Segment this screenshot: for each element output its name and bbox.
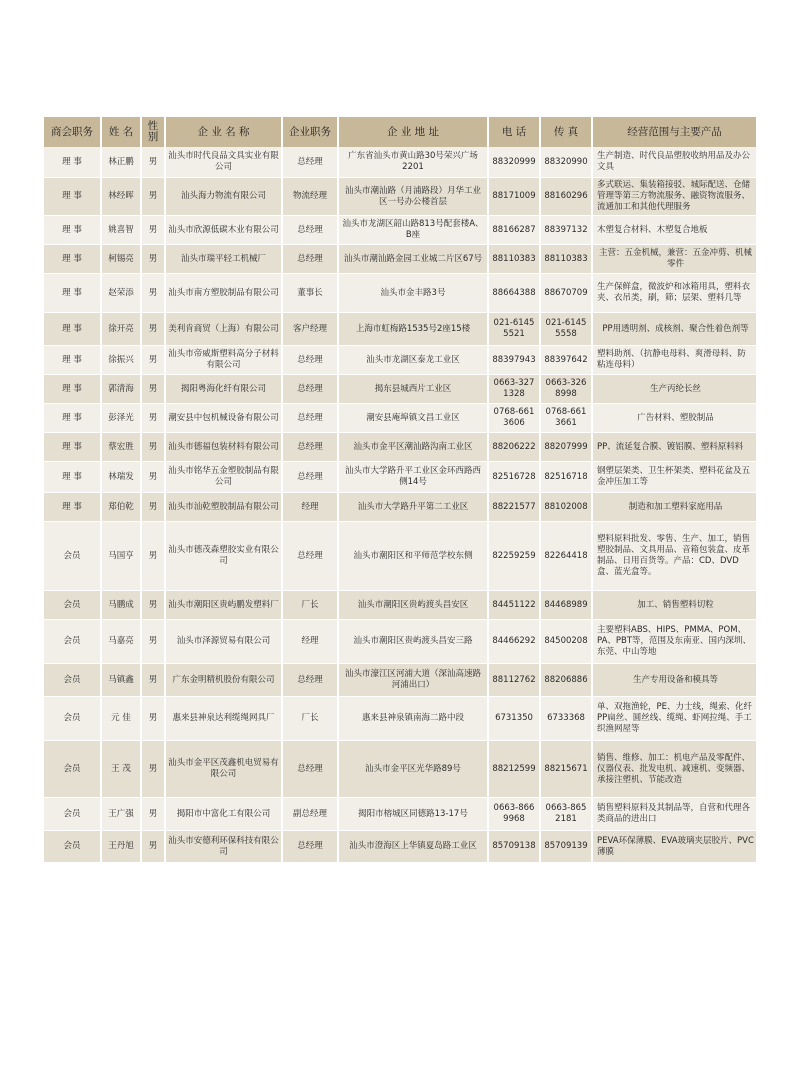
role-cell: 理 事 [44,346,102,375]
position-cell: 总经理 [283,375,339,404]
company-cell: 汕头市泽源贸易有限公司 [166,620,283,664]
gender-cell: 男 [142,620,166,664]
address-cell: 汕头市大学路升平第二工业区 [339,493,489,522]
phone-cell: 88664388 [489,274,541,313]
products-cell: 单、双拖渔轮，PE、力士线，绳索、化纤PP扁丝、圆丝线、缆绳、虾网拉绳、手工织渔网屋等 [593,697,756,741]
address-cell: 揭阳市榕城区同德路13-17号 [339,798,489,831]
name-cell: 柯锡亮 [102,245,142,274]
fax-cell: 85709139 [541,831,593,863]
phone-cell: 88112762 [489,664,541,697]
name-cell: 赵荣添 [102,274,142,313]
table-row [44,493,756,522]
role-cell: 理 事 [44,178,102,216]
phone-cell: 88320999 [489,147,541,178]
header-fax: 传 真 [541,117,593,147]
position-cell: 总经理 [283,245,339,274]
role-cell: 理 事 [44,245,102,274]
phone-cell: 88171009 [489,178,541,216]
name-cell: 林经晖 [102,178,142,216]
gender-cell: 男 [142,313,166,346]
phone-cell: 88206222 [489,433,541,462]
table-row [44,404,756,433]
role-cell: 会员 [44,664,102,697]
position-cell: 总经理 [283,462,339,493]
position-cell: 总经理 [283,831,339,863]
role-cell: 会员 [44,798,102,831]
fax-cell: 0663-3268998 [541,375,593,404]
gender-cell: 男 [142,216,166,245]
gender-cell: 男 [142,274,166,313]
table-row [44,462,756,493]
products-cell: PP用透明剂、成核剂、聚合性着色剂等 [593,313,756,346]
fax-cell: 88215671 [541,741,593,798]
products-cell: 生产保鲜盒，微波炉和冰箱用具，塑料衣夹、衣吊类，刷，筛；层架、塑料几等 [593,274,756,313]
role-cell: 会员 [44,522,102,591]
position-cell: 总经理 [283,741,339,798]
company-cell: 汕头市金平区茂鑫机电贸易有限公司 [166,741,283,798]
address-cell: 汕头市潮汕路（月浦路段）月华工业区一号办公楼首层 [339,178,489,216]
header-row [44,117,756,147]
products-cell: 生产专用设备和模具等 [593,664,756,697]
gender-cell: 男 [142,245,166,274]
company-cell: 汕头市德福包装材料有限公司 [166,433,283,462]
table-row [44,245,756,274]
header-position: 企业职务 [283,117,339,147]
position-cell: 物流经理 [283,178,339,216]
company-cell: 汕头市铭华五金塑胶制品有限公司 [166,462,283,493]
role-cell: 理 事 [44,147,102,178]
table-row [44,375,756,404]
fax-cell: 84500208 [541,620,593,664]
position-cell: 厂长 [283,697,339,741]
company-cell: 汕头市德茂森塑胶实业有限公司 [166,522,283,591]
company-cell: 汕头市欣源低碳木业有限公司 [166,216,283,245]
fax-cell: 84468989 [541,591,593,620]
role-cell: 会员 [44,697,102,741]
position-cell: 厂长 [283,591,339,620]
table-row [44,831,756,863]
products-cell: 塑料助剂、（抗静电母料、爽滑母料、防粘连母料） [593,346,756,375]
role-cell: 会员 [44,591,102,620]
fax-cell: 6733368 [541,697,593,741]
products-cell: PEVA环保薄膜、EVA玻璃夹层胶片、PVC薄膜 [593,831,756,863]
name-cell: 林瑞发 [102,462,142,493]
name-cell: 王丹旭 [102,831,142,863]
position-cell: 总经理 [283,346,339,375]
products-cell: 主要塑料ABS、HIPS、PMMA、POM、PA、PBT等，范围及东南亚、国内深圳、东莞、中山等地 [593,620,756,664]
position-cell: 总经理 [283,522,339,591]
position-cell: 总经理 [283,404,339,433]
role-cell: 理 事 [44,493,102,522]
products-cell: 生产制造、时代良品塑胶收纳用品及办公文具 [593,147,756,178]
phone-cell: 82259259 [489,522,541,591]
products-cell: 塑料原料批发、零售、生产、加工，销售塑胶制品、文具用品、音箱包装盒、皮革制品、日用百货等。产品：CD、DVD盒、蓝光盒等。 [593,522,756,591]
header-role: 商会职务 [44,117,102,147]
fax-cell: 021-61455558 [541,313,593,346]
gender-cell: 男 [142,522,166,591]
name-cell: 徐开亮 [102,313,142,346]
company-cell: 惠来县神泉达利缆绳网具厂 [166,697,283,741]
address-cell: 广东省汕头市黄山路30号荣兴广场2201 [339,147,489,178]
company-cell: 汕头市时代良品文具实业有限公司 [166,147,283,178]
products-cell: 主营：五金机械，兼营：五金冲剪、机械零件 [593,245,756,274]
phone-cell: 88221577 [489,493,541,522]
gender-cell: 男 [142,493,166,522]
address-cell: 惠来县神泉镇南海二路中段 [339,697,489,741]
name-cell: 蔡宏胜 [102,433,142,462]
fax-cell: 0663-8652181 [541,798,593,831]
table-row [44,178,756,216]
position-cell: 客户经理 [283,313,339,346]
name-cell: 郑伯乾 [102,493,142,522]
gender-cell: 男 [142,178,166,216]
gender-cell: 男 [142,433,166,462]
products-cell: 制造和加工塑料家庭用品 [593,493,756,522]
table-row [44,433,756,462]
gender-cell: 男 [142,346,166,375]
gender-cell: 男 [142,697,166,741]
phone-cell: 85709138 [489,831,541,863]
gender-cell: 男 [142,147,166,178]
name-cell: 马鹏成 [102,591,142,620]
name-cell: 马嘉亮 [102,620,142,664]
name-cell: 元 佳 [102,697,142,741]
role-cell: 理 事 [44,433,102,462]
address-cell: 汕头市龙湖区泰龙工业区 [339,346,489,375]
position-cell: 经理 [283,493,339,522]
address-cell: 汕头市大学路升平工业区金环西路西侧14号 [339,462,489,493]
name-cell: 林正鹏 [102,147,142,178]
name-cell: 姚喜智 [102,216,142,245]
company-cell: 汕头市潮阳区贵屿鹏发塑料厂 [166,591,283,620]
company-cell: 广东金明精机股份有限公司 [166,664,283,697]
role-cell: 理 事 [44,274,102,313]
products-cell: 多式联运、集装箱接驳、城际配送、仓储管理等第三方物流服务、融资物流服务、流通加工和其他代理服务 [593,178,756,216]
gender-cell: 男 [142,741,166,798]
phone-cell: 84466292 [489,620,541,664]
phone-cell: 88212599 [489,741,541,798]
table-row [44,620,756,664]
phone-cell: 88166287 [489,216,541,245]
role-cell: 理 事 [44,404,102,433]
name-cell: 徐振兴 [102,346,142,375]
name-cell: 郭清海 [102,375,142,404]
role-cell: 会员 [44,831,102,863]
member-table [44,117,756,863]
phone-cell: 6731350 [489,697,541,741]
role-cell: 理 事 [44,216,102,245]
gender-cell: 男 [142,591,166,620]
gender-cell: 男 [142,664,166,697]
address-cell: 汕头市金平区潮汕路沟南工业区 [339,433,489,462]
position-cell: 总经理 [283,147,339,178]
phone-cell: 0663-3271328 [489,375,541,404]
name-cell: 马国亨 [102,522,142,591]
address-cell: 汕头市澄海区上华镇夏岛路工业区 [339,831,489,863]
phone-cell: 0768-6613606 [489,404,541,433]
address-cell: 汕头市潮汕路金园工业城二片区67号 [339,245,489,274]
table-row [44,346,756,375]
fax-cell: 82516718 [541,462,593,493]
fax-cell: 88670709 [541,274,593,313]
header-gender-label: 性别 [147,120,159,143]
company-cell: 潮安县中包机械设备有限公司 [166,404,283,433]
fax-cell: 88110383 [541,245,593,274]
address-cell: 汕头市金平区光华路89号 [339,741,489,798]
address-cell: 上海市虹梅路1535号2座15楼 [339,313,489,346]
fax-cell: 88320990 [541,147,593,178]
role-cell: 理 事 [44,313,102,346]
products-cell: 生产丙纶长丝 [593,375,756,404]
table-row [44,522,756,591]
phone-cell: 88397943 [489,346,541,375]
table-row [44,697,756,741]
address-cell: 汕头市潮阳区贵屿渡头昌安区 [339,591,489,620]
phone-cell: 82516728 [489,462,541,493]
gender-cell: 男 [142,798,166,831]
position-cell: 副总经理 [283,798,339,831]
header-gender [142,117,166,147]
role-cell: 会员 [44,620,102,664]
company-cell: 汕头市安德利环保科技有限公司 [166,831,283,863]
gender-cell: 男 [142,404,166,433]
position-cell: 董事长 [283,274,339,313]
role-cell: 理 事 [44,462,102,493]
products-cell: 加工、销售塑料切粒 [593,591,756,620]
table-row [44,591,756,620]
role-cell: 理 事 [44,375,102,404]
address-cell: 潮安县庵埠镇文昌工业区 [339,404,489,433]
phone-cell: 021-61455521 [489,313,541,346]
fax-cell: 88207999 [541,433,593,462]
position-cell: 总经理 [283,216,339,245]
fax-cell: 88160296 [541,178,593,216]
company-cell: 汕头市瑞平轻工机械厂 [166,245,283,274]
address-cell: 汕头市潮阳区贵屿渡头昌安三路 [339,620,489,664]
company-cell: 揭阳市中富化工有限公司 [166,798,283,831]
company-cell: 汕头海力物流有限公司 [166,178,283,216]
company-cell: 汕头市汕乾塑胶制品有限公司 [166,493,283,522]
name-cell: 马镇鑫 [102,664,142,697]
table-row [44,741,756,798]
position-cell: 经理 [283,620,339,664]
company-cell: 揭阳粤海化纤有限公司 [166,375,283,404]
header-name: 姓 名 [102,117,142,147]
company-cell: 美利肯商贸（上海）有限公司 [166,313,283,346]
table-row [44,798,756,831]
phone-cell: 84451122 [489,591,541,620]
header-company: 企 业 名 称 [166,117,283,147]
company-cell: 汕头市帝威斯塑料高分子材料有限公司 [166,346,283,375]
fax-cell: 88206886 [541,664,593,697]
fax-cell: 88397642 [541,346,593,375]
phone-cell: 88110383 [489,245,541,274]
phone-cell: 0663-8669968 [489,798,541,831]
table-row [44,664,756,697]
products-cell: 销售、维修、加工：机电产品及零配件、仪器仪表、批发电机、减速机、变频器、承接注塑机、节能改造 [593,741,756,798]
products-cell: 木塑复合材料、木塑复合地板 [593,216,756,245]
table-row [44,274,756,313]
products-cell: 广告材料、塑胶制品 [593,404,756,433]
fax-cell: 88397132 [541,216,593,245]
address-cell: 汕头市濠江区河浦大道（深汕高速路河浦出口） [339,664,489,697]
address-cell: 汕头市龙湖区韶山路813号配套楼A、B座 [339,216,489,245]
role-cell: 会员 [44,741,102,798]
address-cell: 汕头市潮阳区和平师范学校东侧 [339,522,489,591]
fax-cell: 0768-6613661 [541,404,593,433]
member-directory [44,117,756,863]
header-address: 企 业 地 址 [339,117,489,147]
fax-cell: 88102008 [541,493,593,522]
position-cell: 总经理 [283,433,339,462]
company-cell: 汕头市南方塑胶制品有限公司 [166,274,283,313]
table-row [44,313,756,346]
gender-cell: 男 [142,462,166,493]
address-cell: 汕头市金丰路3号 [339,274,489,313]
products-cell: 钢塑层架类、卫生杯架类、塑料花盆及五金冲压加工等 [593,462,756,493]
products-cell: 销售塑料原料及其制品等，自营和代理各类商品的进出口 [593,798,756,831]
header-products: 经营范围与主要产品 [593,117,756,147]
table-row [44,216,756,245]
products-cell: PP、流延复合膜、镀铝膜、塑料原料料 [593,433,756,462]
position-cell: 总经理 [283,664,339,697]
address-cell: 揭东县城西片工业区 [339,375,489,404]
name-cell: 王 茂 [102,741,142,798]
fax-cell: 82264418 [541,522,593,591]
gender-cell: 男 [142,375,166,404]
name-cell: 彭泽光 [102,404,142,433]
name-cell: 王广强 [102,798,142,831]
header-phone: 电 话 [489,117,541,147]
gender-cell: 男 [142,831,166,863]
table-row [44,147,756,178]
